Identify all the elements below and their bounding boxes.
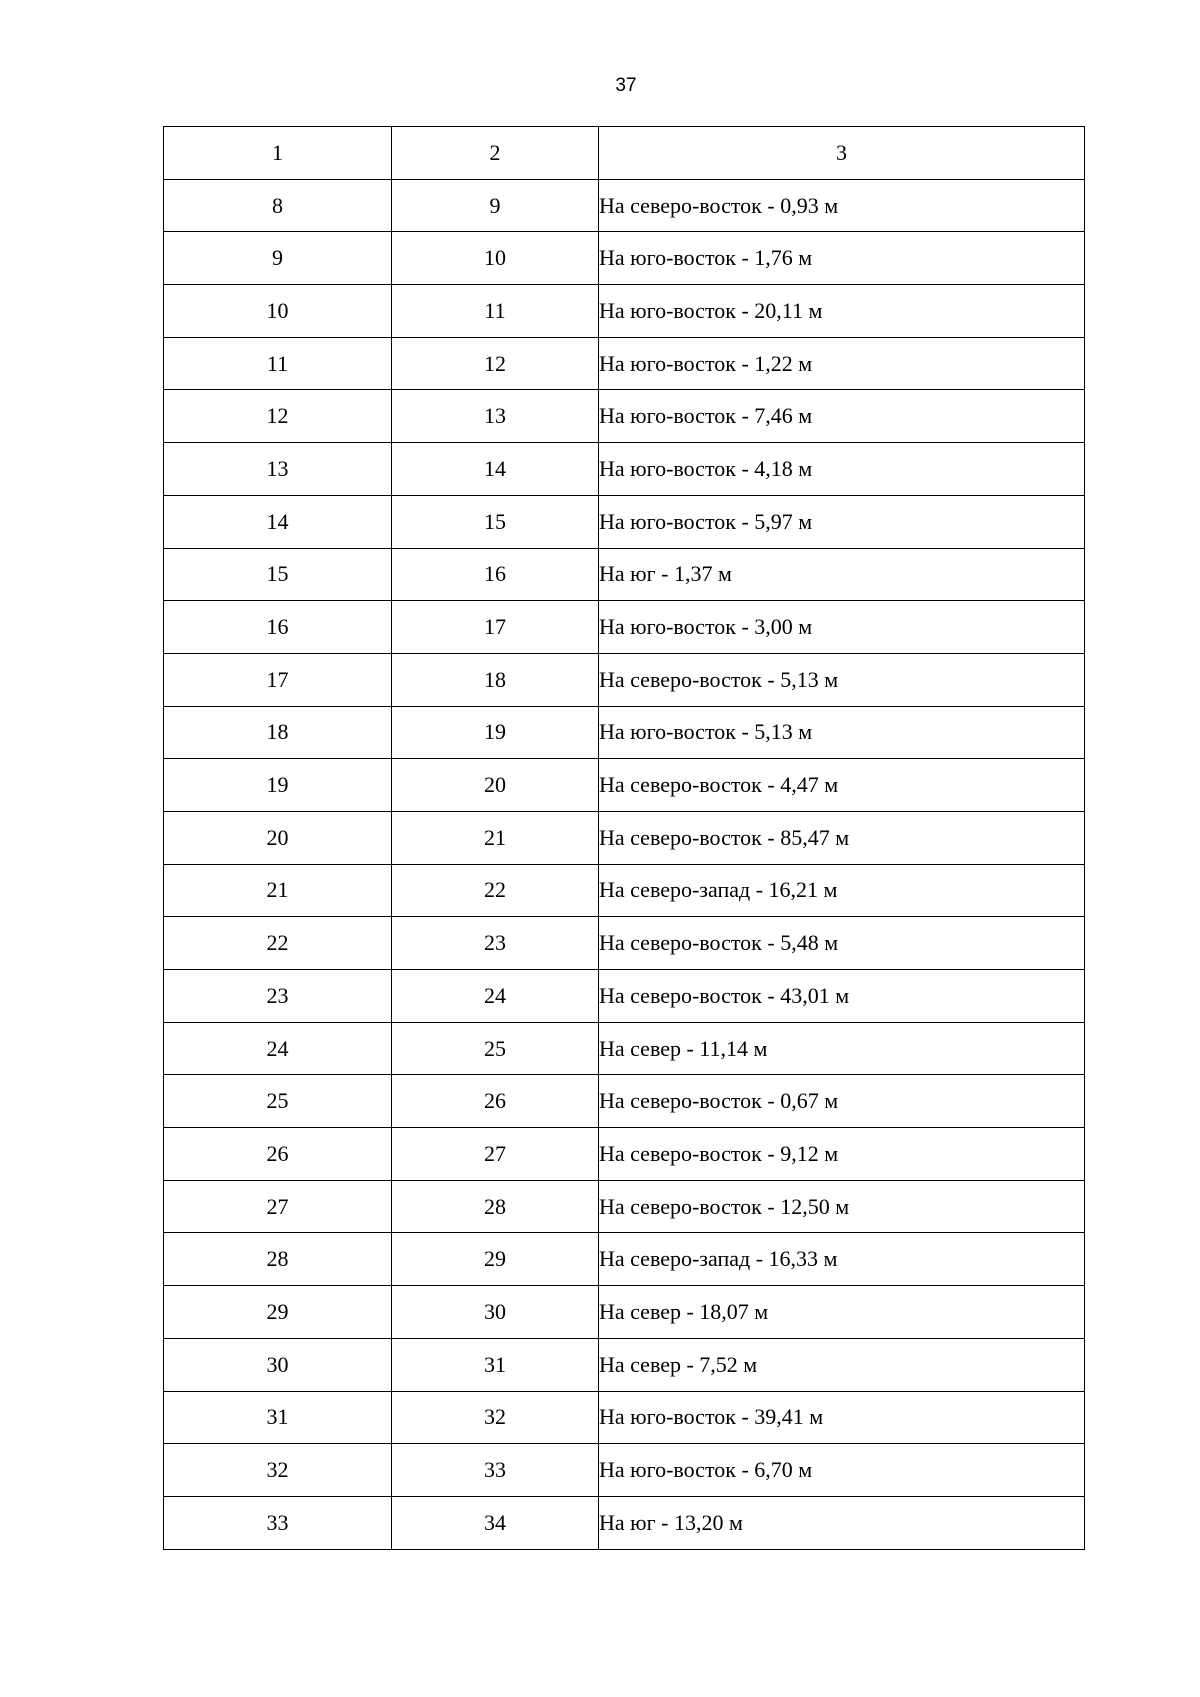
from-point-cell: 19	[164, 759, 392, 812]
to-point-cell: 18	[392, 653, 599, 706]
from-point-cell: 13	[164, 443, 392, 496]
to-point-cell: 12	[392, 337, 599, 390]
table-row	[164, 390, 1085, 443]
direction-distance-cell: На юго-восток - 4,18 м	[599, 443, 1085, 496]
to-point-cell: 10	[392, 232, 599, 285]
direction-distance-cell: На юго-восток - 5,97 м	[599, 495, 1085, 548]
direction-distance-cell: На юго-восток - 20,11 м	[599, 285, 1085, 338]
direction-distance-cell: На север - 18,07 м	[599, 1286, 1085, 1339]
to-point-cell: 15	[392, 495, 599, 548]
table-row	[164, 917, 1085, 970]
table-header-row	[164, 127, 1085, 180]
from-point-cell: 8	[164, 179, 392, 232]
table-row	[164, 811, 1085, 864]
table-row	[164, 548, 1085, 601]
from-point-cell: 14	[164, 495, 392, 548]
direction-distance-cell: На северо-запад - 16,33 м	[599, 1233, 1085, 1286]
to-point-cell: 31	[392, 1338, 599, 1391]
direction-distance-cell: На юго-восток - 6,70 м	[599, 1444, 1085, 1497]
from-point-cell: 15	[164, 548, 392, 601]
from-point-cell: 11	[164, 337, 392, 390]
to-point-cell: 22	[392, 864, 599, 917]
to-point-cell: 14	[392, 443, 599, 496]
to-point-cell: 27	[392, 1128, 599, 1181]
to-point-cell: 9	[392, 179, 599, 232]
table-row	[164, 232, 1085, 285]
header-cell-3: 3	[599, 127, 1085, 180]
table-row	[164, 1338, 1085, 1391]
to-point-cell: 17	[392, 601, 599, 654]
from-point-cell: 12	[164, 390, 392, 443]
table-body	[164, 127, 1085, 1550]
header-cell-1: 1	[164, 127, 392, 180]
direction-distance-cell: На северо-восток - 9,12 м	[599, 1128, 1085, 1181]
table-row	[164, 179, 1085, 232]
to-point-cell: 28	[392, 1180, 599, 1233]
to-point-cell: 11	[392, 285, 599, 338]
from-point-cell: 29	[164, 1286, 392, 1339]
direction-distance-cell: На северо-восток - 0,67 м	[599, 1075, 1085, 1128]
direction-distance-cell: На северо-восток - 4,47 м	[599, 759, 1085, 812]
table-row	[164, 443, 1085, 496]
from-point-cell: 33	[164, 1496, 392, 1549]
to-point-cell: 32	[392, 1391, 599, 1444]
direction-distance-cell: На юго-восток - 1,22 м	[599, 337, 1085, 390]
table-row	[164, 1128, 1085, 1181]
from-point-cell: 23	[164, 970, 392, 1023]
to-point-cell: 19	[392, 706, 599, 759]
to-point-cell: 25	[392, 1022, 599, 1075]
table-row	[164, 864, 1085, 917]
direction-distance-cell: На север - 11,14 м	[599, 1022, 1085, 1075]
header-cell-2: 2	[392, 127, 599, 180]
to-point-cell: 20	[392, 759, 599, 812]
from-point-cell: 16	[164, 601, 392, 654]
direction-distance-cell: На юг - 13,20 м	[599, 1496, 1085, 1549]
direction-distance-cell: На юго-восток - 1,76 м	[599, 232, 1085, 285]
from-point-cell: 24	[164, 1022, 392, 1075]
table-row	[164, 653, 1085, 706]
table-row	[164, 706, 1085, 759]
direction-distance-cell: На юго-восток - 3,00 м	[599, 601, 1085, 654]
from-point-cell: 21	[164, 864, 392, 917]
page-number: 37	[615, 75, 637, 96]
to-point-cell: 24	[392, 970, 599, 1023]
from-point-cell: 10	[164, 285, 392, 338]
direction-distance-cell: На северо-восток - 5,48 м	[599, 917, 1085, 970]
direction-distance-cell: На северо-восток - 0,93 м	[599, 179, 1085, 232]
from-point-cell: 28	[164, 1233, 392, 1286]
table-row	[164, 285, 1085, 338]
from-point-cell: 31	[164, 1391, 392, 1444]
direction-distance-cell: На северо-восток - 85,47 м	[599, 811, 1085, 864]
from-point-cell: 9	[164, 232, 392, 285]
direction-distance-cell: На северо-восток - 43,01 м	[599, 970, 1085, 1023]
from-point-cell: 25	[164, 1075, 392, 1128]
to-point-cell: 23	[392, 917, 599, 970]
to-point-cell: 26	[392, 1075, 599, 1128]
from-point-cell: 32	[164, 1444, 392, 1497]
from-point-cell: 27	[164, 1180, 392, 1233]
direction-distance-cell: На юго-восток - 39,41 м	[599, 1391, 1085, 1444]
table-row	[164, 759, 1085, 812]
to-point-cell: 34	[392, 1496, 599, 1549]
table-row	[164, 1022, 1085, 1075]
from-point-cell: 22	[164, 917, 392, 970]
from-point-cell: 26	[164, 1128, 392, 1181]
from-point-cell: 17	[164, 653, 392, 706]
table-row	[164, 1233, 1085, 1286]
to-point-cell: 13	[392, 390, 599, 443]
direction-distance-cell: На северо-восток - 12,50 м	[599, 1180, 1085, 1233]
boundary-table	[163, 126, 1085, 1550]
direction-distance-cell: На юго-восток - 5,13 м	[599, 706, 1085, 759]
table-row	[164, 495, 1085, 548]
table-row	[164, 970, 1085, 1023]
from-point-cell: 18	[164, 706, 392, 759]
table-row	[164, 1496, 1085, 1549]
table-row	[164, 337, 1085, 390]
to-point-cell: 29	[392, 1233, 599, 1286]
to-point-cell: 21	[392, 811, 599, 864]
direction-distance-cell: На север - 7,52 м	[599, 1338, 1085, 1391]
table-row	[164, 1180, 1085, 1233]
from-point-cell: 30	[164, 1338, 392, 1391]
direction-distance-cell: На северо-запад - 16,21 м	[599, 864, 1085, 917]
table-row	[164, 1075, 1085, 1128]
to-point-cell: 16	[392, 548, 599, 601]
table-row	[164, 1286, 1085, 1339]
table-row	[164, 601, 1085, 654]
to-point-cell: 30	[392, 1286, 599, 1339]
direction-distance-cell: На юг - 1,37 м	[599, 548, 1085, 601]
table-row	[164, 1391, 1085, 1444]
to-point-cell: 33	[392, 1444, 599, 1497]
direction-distance-cell: На юго-восток - 7,46 м	[599, 390, 1085, 443]
table-row	[164, 1444, 1085, 1497]
direction-distance-cell: На северо-восток - 5,13 м	[599, 653, 1085, 706]
from-point-cell: 20	[164, 811, 392, 864]
